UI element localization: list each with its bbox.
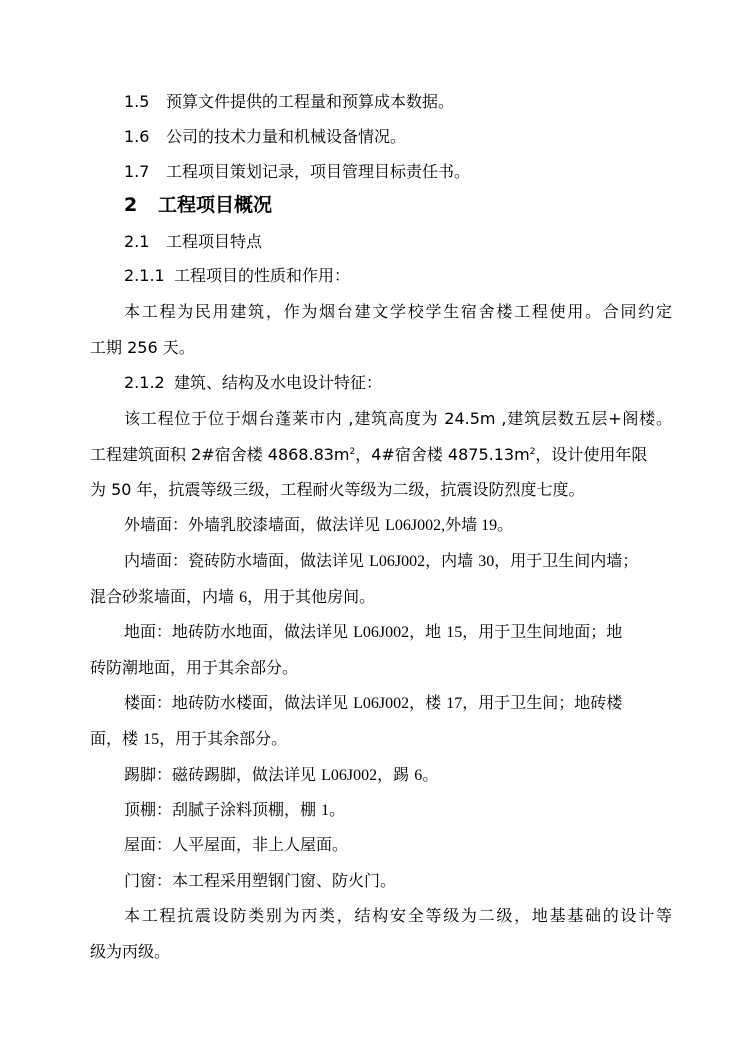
finish-label: 门窗： [124, 871, 173, 890]
finish-code: L06J002 [321, 767, 378, 784]
finish-end: ，用于卫生间内墙； [494, 551, 639, 570]
subsection-number: 2.1 [124, 232, 150, 251]
item-title: 工程项目的性质和作用： [174, 266, 351, 285]
finish-desc: 地砖防水地面，做法详见 [172, 622, 354, 641]
finish-number: 1 [321, 802, 330, 819]
list-item-1-7 [124, 162, 470, 182]
paragraph-line: 本工程抗震设防类别为丙类，结构安全等级为二级，地基基础的设计等 [124, 906, 672, 925]
finish-end: 。 [497, 515, 514, 534]
finish-doors-windows [124, 871, 396, 891]
finish-interior-wall [124, 551, 638, 572]
finish-ceiling [124, 800, 345, 821]
finish-label: 地面： [124, 622, 173, 641]
item-heading-2-1-1 [124, 266, 350, 286]
finish-number: 30 [478, 553, 495, 570]
finish-label: 内墙面： [124, 551, 189, 570]
finish-mid: ，踢 [377, 765, 415, 784]
finish-code: L06J002,外墙 19 [385, 517, 498, 534]
finish-upper-floor-cont [90, 729, 287, 750]
finish-desc: 地砖防水楼面，做法详见 [172, 693, 354, 712]
paragraph-line [90, 445, 672, 465]
finish-end: 。 [422, 765, 439, 784]
finish-desc: 刮腻子涂料顶棚，棚 [172, 800, 322, 819]
subsection-title: 工程项目特点 [166, 232, 263, 251]
subsection-heading [124, 232, 262, 252]
finish-code: L06J002 [353, 695, 410, 712]
finish-end: ，用于卫生间地面；地 [462, 622, 623, 641]
finish-mid: ，地 [409, 622, 447, 641]
finish-floor-cont: 砖防潮地面，用于其余部分。 [90, 658, 299, 677]
finish-label: 踢脚： [124, 765, 173, 784]
finish-number: 15 [143, 731, 160, 748]
finish-roof [124, 835, 348, 855]
finish-upper-floor [124, 693, 622, 714]
paragraph-line: 该工程位于位于烟台蓬莱市内 ,建筑高度为 24.5m ,建筑层数五层+阁楼。 [124, 409, 672, 428]
list-item-1-6 [124, 127, 406, 147]
finish-end: ，用于其余部分。 [159, 729, 288, 748]
finish-desc: 外墙乳胶漆墙面，做法详见 [188, 515, 386, 534]
finish-end: 。 [329, 800, 346, 819]
finish-label: 顶棚： [124, 800, 173, 819]
finish-number: 15 [446, 624, 463, 641]
paragraph-line: 工期 256 天。 [90, 338, 195, 357]
finish-desc: 混合砂浆墙面，内墙 [90, 587, 240, 606]
finish-desc: 瓷砖防水墙面，做法详见 [188, 551, 370, 570]
superscript: 2 [529, 447, 536, 457]
finish-desc: 本工程采用塑钢门窗、防火门。 [172, 871, 397, 890]
section-number: 2 [124, 194, 138, 216]
list-text: 工程项目策划记录，项目管理目标责任书。 [166, 162, 471, 181]
item-title: 建筑、结构及水电设计特征： [174, 373, 383, 392]
item-heading-2-1-2 [124, 373, 382, 393]
finish-label: 外墙面： [124, 515, 189, 534]
area-text: ，设计使用年限 [535, 445, 648, 464]
section-title: 工程项目概况 [158, 194, 273, 216]
section-heading [124, 193, 272, 217]
area-text: ，4#宿舍楼 4875.13m [355, 445, 530, 464]
finish-exterior-wall [124, 515, 513, 536]
finish-end: ，用于卫生间；地砖楼 [462, 693, 623, 712]
superscript: 2 [349, 447, 356, 457]
finish-label: 屋面： [124, 835, 173, 854]
finish-skirting [124, 765, 438, 786]
list-number: 1.6 [124, 127, 150, 146]
list-number: 1.5 [124, 92, 150, 111]
finish-desc: 人平屋面，非上人屋面。 [172, 835, 349, 854]
paragraph-line: 为 50 年，抗震等级三级，工程耐火等级为二级，抗震设防烈度七度。 [90, 480, 585, 499]
finish-number: 6 [414, 767, 423, 784]
list-item-1-5 [124, 92, 454, 112]
finish-number: 17 [446, 695, 463, 712]
area-text: 工程建筑面积 2#宿舍楼 4868.83m [90, 445, 350, 464]
list-number: 1.7 [124, 162, 150, 181]
finish-desc: 面，楼 [90, 729, 144, 748]
finish-floor [124, 622, 622, 643]
finish-interior-wall-cont [90, 587, 375, 608]
finish-code: L06J002 [369, 553, 426, 570]
finish-end: ，用于其他房间。 [247, 587, 376, 606]
item-number: 2.1.1 [124, 266, 165, 285]
list-text: 预算文件提供的工程量和预算成本数据。 [166, 92, 455, 111]
list-text: 公司的技术力量和机械设备情况。 [166, 127, 407, 146]
item-number: 2.1.2 [124, 373, 165, 392]
finish-number: 6 [239, 589, 248, 606]
paragraph-line: 本工程为民用建筑，作为烟台建文学校学生宿舍楼工程使用。合同约定 [124, 302, 672, 321]
finish-desc: 磁砖踢脚，做法详见 [172, 765, 322, 784]
paragraph-line: 级为丙级。 [90, 942, 171, 961]
finish-mid: ，内墙 [425, 551, 479, 570]
finish-label: 楼面： [124, 693, 173, 712]
finish-code: L06J002 [353, 624, 410, 641]
finish-mid: ，楼 [409, 693, 447, 712]
